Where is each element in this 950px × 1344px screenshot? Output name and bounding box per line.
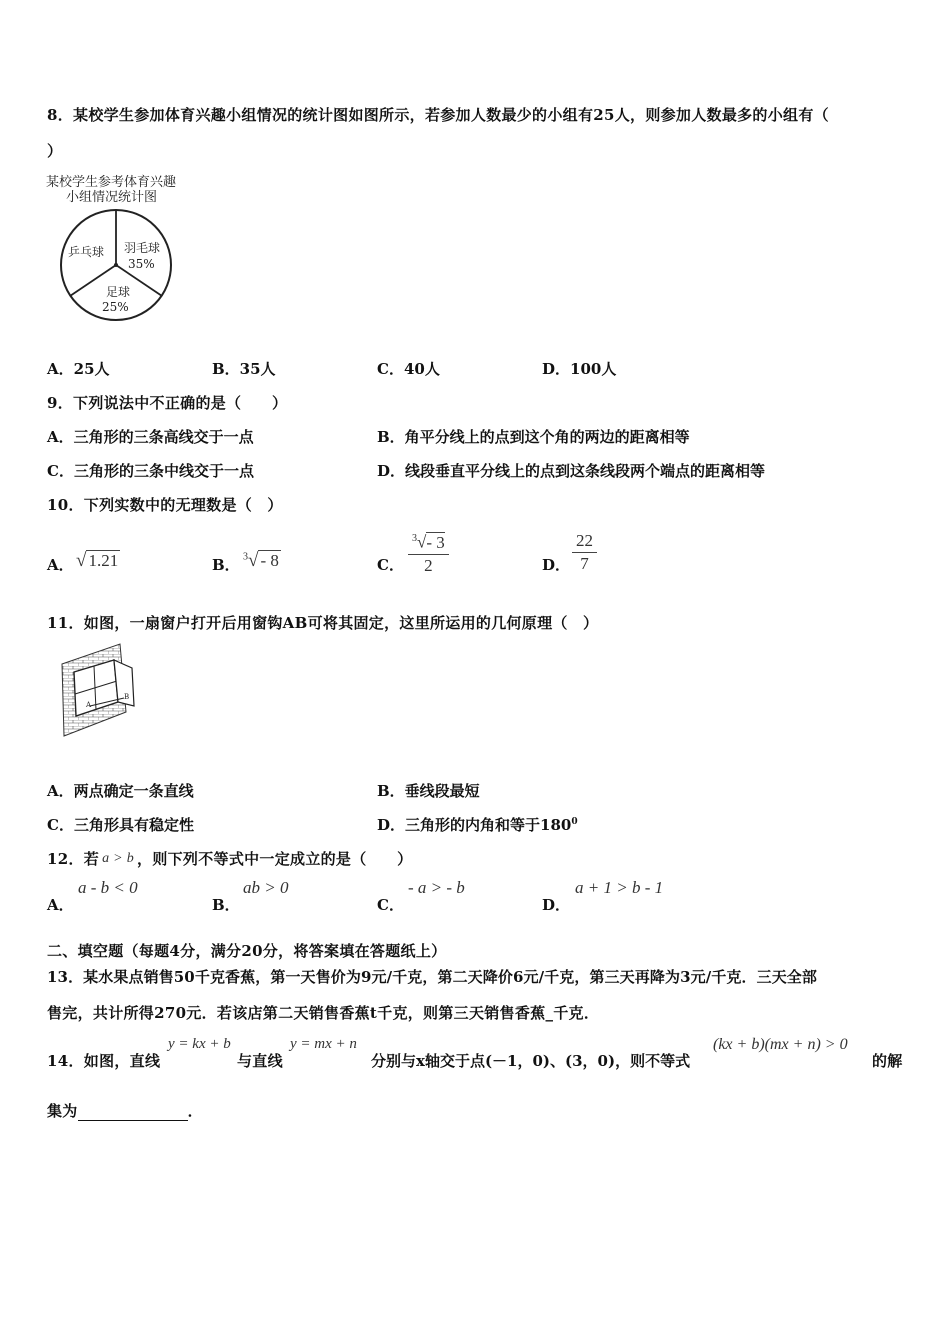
- q12-condition: a > b: [102, 851, 135, 866]
- sqrt-sign-icon: √: [417, 532, 427, 552]
- sqrt-sign-icon: √: [76, 550, 87, 571]
- q11-option-d[interactable]: [377, 814, 578, 835]
- q12-option-d-label[interactable]: D．: [542, 896, 571, 914]
- pie-center: [114, 263, 118, 267]
- slice-percent-football: 25%: [102, 300, 129, 314]
- q9-option-c[interactable]: C．三角形的三条中线交于一点: [47, 462, 254, 480]
- q9-option-a[interactable]: A．三角形的三条高线交于一点: [47, 428, 254, 446]
- q12-option-c-label[interactable]: C．: [377, 896, 404, 914]
- q8-option-b[interactable]: B．35人: [212, 360, 276, 378]
- slice-label-badminton: 羽毛球: [124, 241, 161, 255]
- fraction-numerator: 22: [572, 530, 597, 553]
- q14-part1: 14．如图，直线: [47, 1052, 161, 1070]
- fraction-denominator: 7: [580, 554, 589, 573]
- root-index: 3: [412, 533, 417, 544]
- q10-option-d-label[interactable]: D．: [542, 556, 571, 574]
- q12-option-d-expr: a + 1 > b - 1: [575, 878, 664, 897]
- q8-option-a[interactable]: A．25人: [47, 360, 110, 378]
- fraction-denominator: 2: [424, 555, 433, 575]
- point-label-a: A: [86, 701, 92, 709]
- q11-option-a[interactable]: A．两点确定一条直线: [47, 782, 194, 800]
- q12-option-c-expr: - a > - b: [408, 878, 465, 897]
- fraction-numerator: [408, 528, 449, 555]
- q14-line2-text: 集为: [47, 1102, 78, 1120]
- q13-line1: 13．某水果点销售50千克香蕉，第一天售价为9元/千克，第二天降价6元/千克，第三天再降为3元/千克．三天全部: [47, 968, 817, 986]
- sqrt-sign-icon: √: [248, 550, 259, 571]
- q14-line1-expr: y = kx + b: [168, 1036, 231, 1052]
- root-index: 3: [243, 551, 248, 563]
- q11-text: 11．如图，一扇窗户打开后用窗钩AB可将其固定，这里所运用的几何原理（ ）: [47, 614, 599, 632]
- q9-option-d[interactable]: D．线段垂直平分线上的点到这条线段两个端点的距离相等: [377, 462, 766, 480]
- q11-option-d-text: D．三角形的内角和等于180: [377, 816, 572, 834]
- q10-option-c-expr: [408, 528, 449, 577]
- chart-title-line2: 小组情况统计图: [66, 190, 158, 205]
- q12-option-b-label[interactable]: B．: [212, 896, 240, 914]
- q12-prefix: 12．若: [47, 850, 100, 868]
- q10-option-d-expr: [572, 530, 597, 575]
- q13-line2: 售完，共计所得270元．若该店第二天销售香蕉t千克，则第三天销售香蕉_千克．: [47, 1004, 600, 1022]
- q12-suffix: ，则下列不等式中一定成立的是（ ）: [137, 850, 413, 868]
- q8-option-c[interactable]: C．40人: [377, 360, 440, 378]
- slice-label-football: 足球: [106, 285, 131, 299]
- point-label-b: B: [124, 693, 130, 701]
- radicand: - 3: [426, 532, 445, 552]
- q12-option-a-label[interactable]: A．: [47, 896, 74, 914]
- answer-blank[interactable]: [78, 1106, 188, 1121]
- q14-line2: [47, 1100, 203, 1121]
- q14-end: ．: [187, 1102, 203, 1120]
- q8-option-d[interactable]: D．100人: [542, 360, 617, 378]
- q8-pie-chart: [40, 172, 210, 322]
- radicand: 1.21: [88, 551, 119, 570]
- q10-text: 10．下列实数中的无理数是（ ）: [47, 496, 283, 514]
- q14-inequality: (kx + b)(mx + n) > 0: [713, 1036, 848, 1053]
- q10-option-b-label[interactable]: B．: [212, 556, 240, 574]
- q11-option-b[interactable]: B．垂线段最短: [377, 782, 480, 800]
- q10-option-c-label[interactable]: C．: [377, 556, 404, 574]
- q8-text: 8．某校学生参加体育兴趣小组情况的统计图如图所示，若参加人数最少的小组有25人，则参加人数最多的小组有（: [47, 106, 829, 124]
- q12-option-a-expr: a - b < 0: [78, 878, 138, 897]
- degree-superscript: 0: [571, 817, 578, 827]
- q9-option-b[interactable]: B．角平分线上的点到这个角的两边的距离相等: [377, 428, 690, 446]
- slice-label-pingpong: 乒乓球: [68, 245, 105, 259]
- section-heading: 二、填空题（每题4分，满分20分，将答案填在答题纸上）: [47, 942, 447, 960]
- q11-option-c[interactable]: C．三角形具有稳定性: [47, 816, 194, 834]
- chart-title-line1: 某校学生参考体育兴趣: [46, 175, 177, 190]
- q14-line2-expr: y = mx + n: [290, 1036, 357, 1052]
- q14-part2: 与直线: [237, 1052, 283, 1070]
- q14-part3: 分别与x轴交于点(－1，0)、(3，0)，则不等式: [371, 1052, 691, 1070]
- q10-option-a-label[interactable]: A．: [47, 556, 74, 574]
- q8-text-end: ）: [47, 142, 63, 160]
- q12-option-b-expr: ab > 0: [243, 878, 289, 897]
- slice-percent-badminton: 35%: [128, 257, 155, 271]
- q12-text: [47, 848, 412, 869]
- q9-text: 9．下列说法中不正确的是（ ）: [47, 394, 288, 412]
- q10-option-a-expr: [76, 550, 120, 572]
- q11-window-figure: [58, 642, 138, 738]
- radicand: - 8: [260, 551, 279, 570]
- q14-part4: 的解: [872, 1052, 903, 1070]
- q10-option-b-expr: [243, 550, 281, 572]
